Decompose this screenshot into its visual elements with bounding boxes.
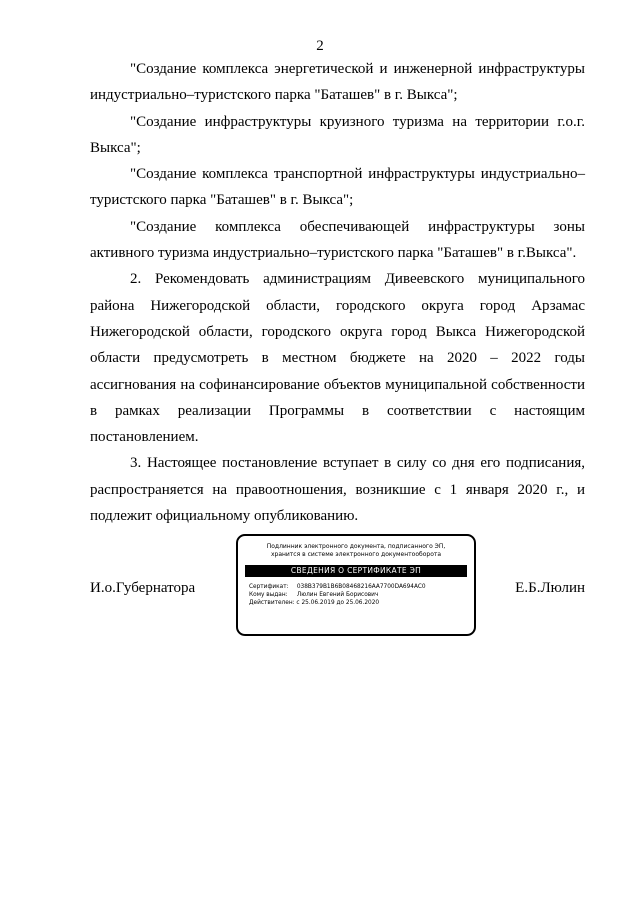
paragraph-transport-infrastructure: "Создание комплекса транспортной инфраструктуры индустриально–туристского парка "Баташев" в г. Выкса"; <box>90 166 585 209</box>
stamp-certificate-row <box>249 583 474 591</box>
stamp-note <box>238 543 474 559</box>
stamp-validity-row <box>249 599 474 607</box>
page-number: 2 <box>316 38 324 54</box>
paragraph-energy-infrastructure: "Создание комплекса энергетической и инженерной инфраструктуры индустриально–туристского парка "Баташев" в г. Выкса"; <box>90 61 585 104</box>
signatory-name: Е.Б.Люлин <box>515 580 585 596</box>
stamp-issued-to-label: Кому выдан: <box>249 592 288 598</box>
electronic-signature-stamp <box>236 534 476 636</box>
stamp-issued-to-value: Люлин Евгений Борисович <box>296 592 379 598</box>
paragraph-active-tourism-zone: "Создание комплекса обеспечивающей инфраструктуры зоны активного туризма индустриально–туристского парка "Баташев" в г.Выкса". <box>90 218 585 262</box>
stamp-note-line: Подлинник электронного документа, подписанного ЭП, <box>266 543 446 550</box>
stamp-certificate-label: Сертификат: <box>249 584 289 590</box>
document-body <box>90 56 585 529</box>
signatory-position: И.о.Губернатора <box>90 580 196 596</box>
stamp-note-line: хранится в системе электронного документооборота <box>270 551 442 558</box>
stamp-validity-label: Действителен: <box>249 600 295 606</box>
paragraph-item-2-recommendation: 2. Рекомендовать администрациям Дивеевского муниципального района Нижегородской области, городского округа город Арзамас Нижегородской области, городского округа город Выкса Нижегородской области предусмотреть в местном бюджете на 2020 – 2022 годы ассигнования на софинансирование объектов муниципальной собственности в рамках реализации Программы в соответствии с настоящим постановлением. <box>90 271 585 446</box>
stamp-details <box>249 583 474 607</box>
stamp-issued-to-row <box>249 591 474 599</box>
stamp-header: СВЕДЕНИЯ О СЕРТИФИКАТЕ ЭП <box>245 565 467 577</box>
stamp-validity-value: с 25.06.2019 до 25.06.2020 <box>296 600 380 606</box>
paragraph-cruise-tourism: "Создание инфраструктуры круизного туризма на территории г.о.г. Выкса"; <box>90 113 585 156</box>
paragraph-item-3-effective-date: 3. Настоящее постановление вступает в силу со дня его подписания, распространяется на правоотношения, возникшие с 1 января 2020 г., и подлежит официальному опубликованию. <box>90 455 585 525</box>
stamp-certificate-value: 038B379B1B6B08468216AA7700DA694AC0 <box>296 584 426 590</box>
